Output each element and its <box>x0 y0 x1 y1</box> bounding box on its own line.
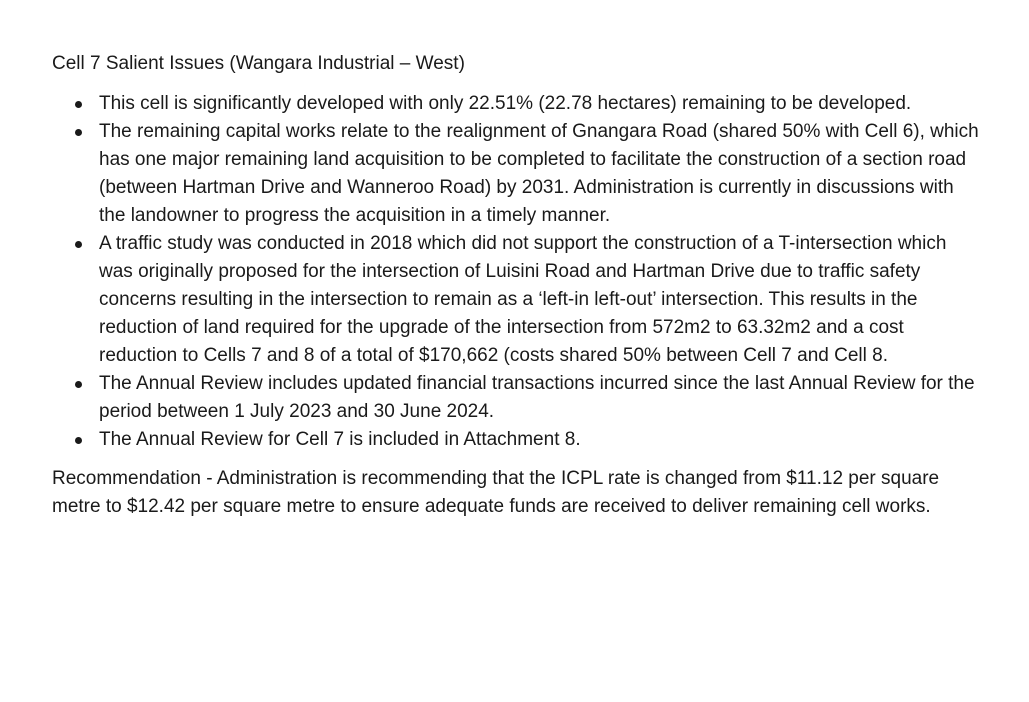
list-item <box>52 426 982 454</box>
list-item <box>52 118 982 230</box>
list-item-text: This cell is significantly developed with only 22.51% (22.78 hectares) remaining to be developed. <box>99 93 912 114</box>
bullet-icon <box>75 101 82 108</box>
salient-issues-list <box>52 90 982 454</box>
bullet-icon <box>75 437 82 444</box>
bullet-icon <box>75 129 82 136</box>
list-item-text: The Annual Review includes updated financial transactions incurred since the last Annual Review for the period between 1 July 2023 and 30 June 2024. <box>99 373 975 422</box>
list-item-text: The Annual Review for Cell 7 is included in Attachment 8. <box>99 429 581 450</box>
recommendation-paragraph: Recommendation - Administration is recommending that the ICPL rate is changed from $11.12 per square metre to $12.42 per square metre to ensure adequate funds are received to deliver remaining cell works. <box>52 468 940 517</box>
list-item <box>52 230 982 370</box>
section-heading: Cell 7 Salient Issues (Wangara Industrial – West) <box>52 53 465 74</box>
bullet-icon <box>75 381 82 388</box>
list-item <box>52 90 982 118</box>
list-item-text: A traffic study was conducted in 2018 which did not support the construction of a T-intersection which was originally proposed for the intersection of Luisini Road and Hartman Drive due to traffic safety concerns resulting in the intersection to remain as a ‘left-in left-out’ intersection. This results in the reduction of land required for the upgrade of the intersection from 572m2 to 63.32m2 and a cost reduction to Cells 7 and 8 of a total of $170,662 (costs shared 50% between Cell 7 and Cell 8. <box>99 233 947 366</box>
list-item <box>52 370 982 426</box>
document-page <box>52 50 982 521</box>
list-item-text: The remaining capital works relate to the realignment of Gnangara Road (shared 50% with Cell 6), which has one major remaining land acquisition to be completed to facilitate the construction of a section road (between Hartman Drive and Wanneroo Road) by 2031. Administration is currently in discussions with the landowner to progress the acquisition in a timely manner. <box>99 121 979 226</box>
bullet-icon <box>75 241 82 248</box>
